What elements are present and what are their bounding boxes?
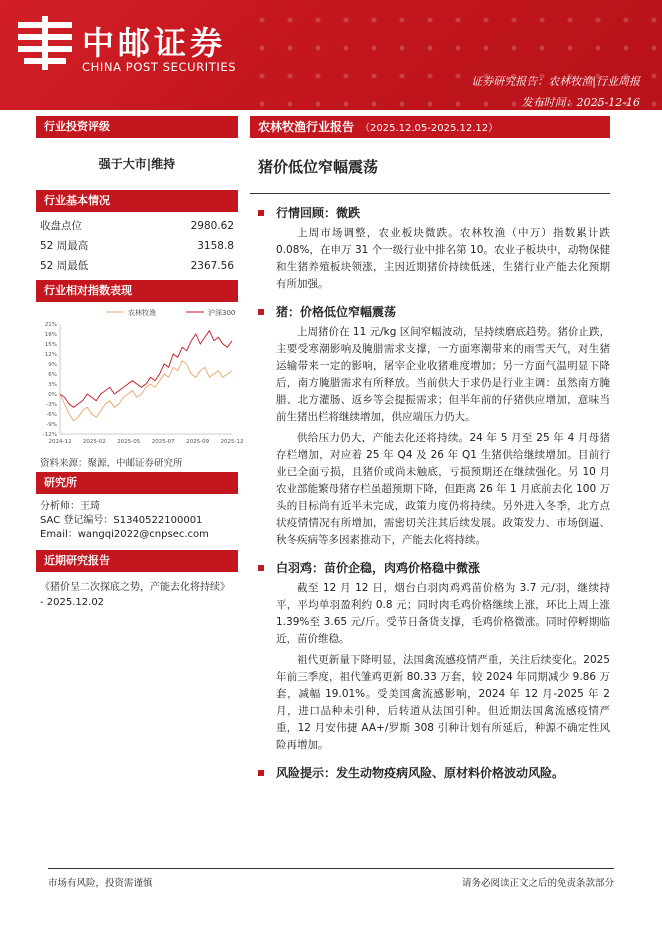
footer-disclaimer-note: 请务必阅读正文之后的免责条款部分 <box>461 878 614 889</box>
banner-title: 农林牧渔行业报告 <box>258 120 355 134</box>
main-content <box>250 116 610 781</box>
paragraph: 截至 12 月 12 日，烟台白羽肉鸡鸡苗价格为 3.7 元/羽，继续持平，平均单羽盈利约 0.8 元；同时肉毛鸡价格继续上涨，环比上周上涨 1.39%至 3.65 元/斤。受节日备货支撑，毛鸡价格微涨。同时停孵期临近，苗价维稳。 <box>276 582 610 645</box>
legend-label: 沪深300 <box>208 309 236 317</box>
x-tick-label: 2024-12 <box>48 439 72 445</box>
y-tick-label: -6% <box>46 412 57 418</box>
series-line <box>60 331 232 408</box>
kv-row <box>36 236 238 256</box>
section <box>250 559 610 754</box>
chart-source: 资料来源：聚源，中邮证券研究所 <box>40 458 183 469</box>
x-tick-label: 2025-02 <box>82 439 106 445</box>
banner-date-range: （2025.12.05-2025.12.12） <box>360 123 499 134</box>
related-report-link[interactable]: 《猪价呈二次探底之势，产能去化将持续》 - 2025.12.02 <box>40 582 230 608</box>
y-tick-label: 12% <box>44 352 57 358</box>
section <box>250 303 610 549</box>
paragraph: 祖代更新量下降明显，法国禽流感疫情严重，关注后续变化。2025 年前三季度，祖代雏鸡更新 80.33 万套，较 2024 年同期减少 9.86 万套，减幅 19.01%。受美国禽流感影响，2024 年 12 月-2025 年 2 月，进口品种未引种，后转道从法国引种。但近期法国禽流感疫情严重，12 月安伟捷 AA+/罗斯 308 引种计划有所延后，种源不确定性风险再增加。 <box>276 654 610 751</box>
section-heading <box>250 559 610 576</box>
x-tick-label: 2025-07 <box>151 439 175 445</box>
kv-value: 2980.62 <box>190 220 234 232</box>
section-heading <box>250 764 610 781</box>
bullet-square-icon <box>258 210 264 216</box>
chart-svg <box>36 302 244 452</box>
bullet-square-icon <box>258 309 264 315</box>
report-banner <box>250 116 610 138</box>
logo-english-name: CHINA POST SECURITIES <box>82 60 237 74</box>
basic-section-title: 行业基本情况 <box>36 190 238 212</box>
document-title: 猪价低位窄幅震荡 <box>258 158 379 176</box>
y-tick-label: 3% <box>48 382 57 388</box>
analyst-info <box>36 494 238 550</box>
section <box>250 204 610 293</box>
y-tick-label: -9% <box>46 422 57 428</box>
y-tick-label: 15% <box>44 342 57 348</box>
analyst-sac: SAC 登记编号：S1340522100001 <box>40 515 203 526</box>
rating-section-title: 行业投资评级 <box>36 116 238 138</box>
analyst-email[interactable]: Email：wangqi2022@cnpsec.com <box>40 529 209 540</box>
kv-value: 2367.56 <box>190 260 234 272</box>
page-footer <box>48 868 614 889</box>
kv-label: 52 周最低 <box>40 260 89 272</box>
perf-section-title: 行业相对指数表现 <box>36 280 238 302</box>
bullet-square-icon <box>258 565 264 571</box>
section-heading-text: 风险提示：发生动物疫病风险、原材料价格波动风险。 <box>276 766 565 780</box>
section-heading-text: 行情回顾：微跌 <box>276 206 361 220</box>
paragraph: 上周市场调整，农业板块微跌。农林牧渔（中万）指数累计跌 0.08%，在申万 31 个一级行业中排名第 10。农业子板块中，动物保健和生猪养殖板块领涨，主因近期猪价持续低迷，生猪行业产能去化预期有所加强。 <box>276 227 610 290</box>
left-sidebar <box>36 116 244 618</box>
y-tick-label: 6% <box>48 372 57 378</box>
title-divider <box>250 193 610 194</box>
section-heading-text: 猪：价格低位窄幅震荡 <box>276 305 397 319</box>
x-tick-label: 2025-05 <box>117 439 141 445</box>
report-header <box>0 0 662 110</box>
bullet-square-icon <box>258 770 264 776</box>
publish-time: 发布时间：2025-12-16 <box>521 96 640 109</box>
y-tick-label: 21% <box>44 322 57 328</box>
y-tick-label: 9% <box>48 362 57 368</box>
y-tick-label: 18% <box>44 332 57 338</box>
x-tick-label: 2025-12 <box>220 439 244 445</box>
research-section-title: 研究所 <box>36 472 238 494</box>
china-post-logo-icon <box>14 14 76 72</box>
kv-row <box>36 256 238 276</box>
kv-value: 3158.8 <box>197 240 234 252</box>
section-heading-text: 白羽鸡：苗价企稳，肉鸡价格稳中微涨 <box>276 561 481 575</box>
footer-risk-note: 市场有风险，投资需谨慎 <box>48 878 153 889</box>
kv-label: 52 周最高 <box>40 240 89 252</box>
section-heading <box>250 303 610 320</box>
series-line <box>60 361 232 421</box>
relative-index-chart <box>36 302 244 452</box>
kv-row <box>36 216 238 236</box>
paragraph: 上周猪价在 11 元/kg 区间窄幅波动，呈持续磨底趋势。猪价止跌，主要受寒潮影响及腌腊需求支撑，一方面寒潮带来的雨雪天气，对生猪运输带来一定的影响，屠宰企业收猪难度增加；另一方面气温明显下降后，南方腌腊需求有所释放。当前供大于求仍是行业主调：虽然南方腌腊、北方灌肠、返乡等会提振需求；但半年前的仔猪供应增加，意味当前生猪出栏将继续增加，供应端压力仍大。 <box>276 326 610 423</box>
section-heading <box>250 204 610 221</box>
logo-chinese-name: 中邮证券 <box>82 24 227 62</box>
report-type: 证券研究报告：农林牧渔|行业周报 <box>471 75 640 88</box>
x-tick-label: 2025-09 <box>186 439 210 445</box>
kv-label: 收盘点位 <box>40 220 82 232</box>
y-tick-label: -3% <box>46 402 57 408</box>
investment-rating: 强于大市|维持 <box>98 157 176 171</box>
analyst-name: 分析师：王琦 <box>40 501 100 512</box>
related-section-title: 近期研究报告 <box>36 550 238 572</box>
legend-label: 农林牧渔 <box>128 309 156 317</box>
section <box>250 764 610 781</box>
y-tick-label: 0% <box>48 392 57 398</box>
y-tick-label: -12% <box>42 432 57 438</box>
paragraph: 供给压力仍大，产能去化还将持续。24 年 5 月至 25 年 4 月母猪存栏增加，对应着 25 年 Q4 及 26 年 Q1 生猪供给继续增加。目前行业已全面亏损，且猪价或尚未触底，亏损预期还在继续强化。另 10 月农业部能繁母猪存栏虽超预期下降，但距离 26 年 1 月底前去化 100 万头的目标尚有近半未完成，政策力度仍将持续。另外进入冬季，北方点状疫情情况有所增加，需密切关注其后续发展。政策发力、市场倒逼、秋冬疾病等多因素推动下，产能去化将持续。 <box>276 432 610 546</box>
